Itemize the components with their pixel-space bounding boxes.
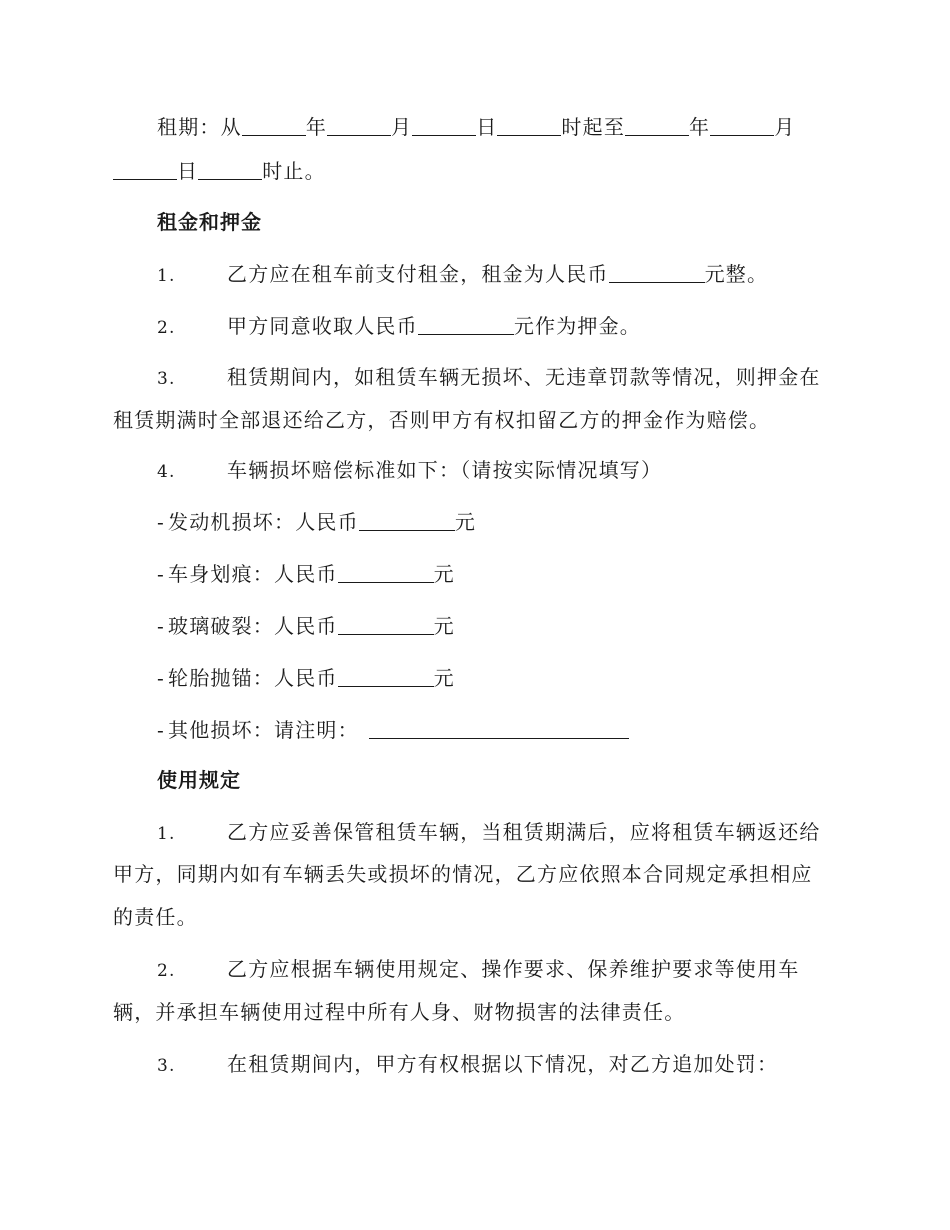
rent-item-2-text: 甲方同意收取人民币 [227,314,418,338]
blank-other-note[interactable] [369,718,629,739]
damage-body-scratch [157,559,455,589]
lease-term-label: 租期：从 [157,115,242,139]
usage-item-1-line-3: 的责任。 [113,905,198,929]
rent-item-3-line-1 [157,362,821,394]
usage-item-2-line-2: 辆，并承担车辆使用过程中所有人身、财物损害的法律责任。 [113,1000,686,1024]
blank-rent-amount[interactable] [609,262,705,283]
day-label: 日 [476,115,498,139]
usage-item-2-line-1 [157,954,799,986]
rent-item-2-unit: 元作为押金。 [513,314,642,338]
blank-glass-amount[interactable] [338,614,434,635]
damage-glass [157,611,455,641]
blank-engine-amount[interactable] [359,510,455,531]
blank-end-day[interactable] [113,159,177,180]
damage-other-label: 其他损坏：请注明： [168,718,359,742]
damage-body-unit: 元 [433,562,455,586]
damage-body-label: 车身划痕：人民币 [168,562,338,586]
damage-engine-unit: 元 [454,510,477,534]
usage-item-1-text-1: 乙方应妥善保管租赁车辆，当租赁期满后，应将租赁车辆返还给 [227,820,821,844]
item-number: 2. [157,318,176,338]
rent-item-4-text: 车辆损坏赔偿标准如下：（请按实际情况填写） [227,458,663,482]
dash-bullet: - [157,666,165,690]
rent-item-4 [157,455,662,487]
damage-engine-label: 发动机损坏：人民币 [168,510,359,534]
item-number: 1. [157,824,176,844]
dash-bullet: - [157,562,165,586]
day2-label: 日 [177,159,199,183]
damage-tire-label: 轮胎抛锚：人民币 [168,666,338,690]
lease-term-line-2 [113,156,326,186]
blank-end-year[interactable] [625,115,689,136]
blank-end-hour[interactable] [198,159,262,180]
usage-item-1-line-2: 甲方，同期内如有车辆丢失或损坏的情况，乙方应依照本合同规定承担相应 [113,862,813,886]
year2-label: 年 [689,115,711,139]
blank-end-month[interactable] [710,115,774,136]
rent-item-1 [157,259,768,291]
damage-glass-unit: 元 [433,614,455,638]
blank-deposit-amount[interactable] [418,314,514,335]
usage-item-1-line-1 [157,817,821,849]
item-number: 1. [157,266,176,286]
hour-end-label: 时止。 [262,159,326,183]
rent-item-3-text-1: 租赁期间内，如租赁车辆无损坏、无违章罚款等情况，则押金在 [227,365,821,389]
item-number: 4. [157,462,176,482]
section-heading-usage: 使用规定 [157,768,241,792]
rent-item-2 [157,311,641,343]
damage-tire [157,663,455,693]
blank-start-hour[interactable] [497,115,561,136]
blank-body-amount[interactable] [338,562,434,583]
usage-item-3-text-1: 在租赁期间内，甲方有权根据以下情况，对乙方追加处罚： [227,1052,779,1076]
damage-glass-label: 玻璃破裂：人民币 [168,614,338,638]
blank-start-day[interactable] [412,115,476,136]
blank-tire-amount[interactable] [338,666,434,687]
hour-start-label: 时起至 [561,115,626,139]
section-heading-rent-deposit: 租金和押金 [157,210,262,234]
item-number: 3. [157,1056,176,1076]
year-label: 年 [305,115,328,139]
item-number: 2. [157,961,176,981]
damage-other [157,715,629,745]
usage-item-3-line-1 [157,1049,778,1081]
rent-item-1-unit: 元整。 [704,262,769,286]
dash-bullet: - [157,718,165,742]
lease-term-line-1 [157,112,795,142]
dash-bullet: - [157,614,165,638]
month2-label: 月 [774,115,796,139]
dash-bullet: - [157,510,165,534]
damage-tire-unit: 元 [433,666,455,690]
blank-start-month[interactable] [327,115,391,136]
item-number: 3. [157,369,176,389]
month-label: 月 [391,115,413,139]
blank-start-year[interactable] [242,115,306,136]
rent-item-3-line-2: 租赁期满时全部退还给乙方，否则甲方有权扣留乙方的押金作为赔偿。 [113,408,771,432]
damage-engine [157,507,476,537]
rent-item-1-text: 乙方应在租车前支付租金，租金为人民币 [227,262,609,286]
usage-item-2-text-1: 乙方应根据车辆使用规定、操作要求、保养维护要求等使用车 [227,957,800,981]
